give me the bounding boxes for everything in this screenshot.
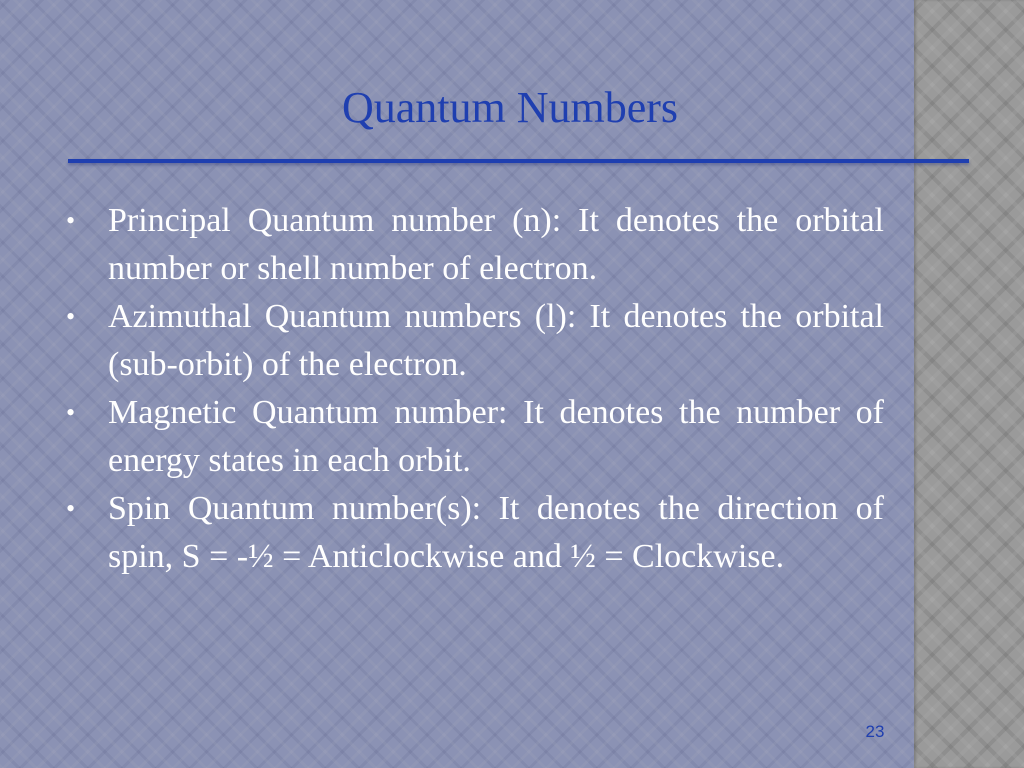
bullet-item-azimuthal — [66, 293, 884, 389]
bullet-icon: • — [66, 494, 76, 523]
bullet-icon: • — [66, 398, 76, 427]
bullet-text: Principal Quantum number (n): It denotes the orbital number or shell number of electron. — [108, 202, 884, 287]
bullet-item-spin — [66, 485, 884, 581]
bullet-list — [66, 197, 884, 581]
slide-title: Quantum Numbers — [341, 83, 679, 132]
bullet-text: Spin Quantum number(s): It denotes the direction of spin, S = -½ = Anticlockwise and ½ = Clockwise. — [108, 490, 884, 575]
bullet-text: Azimuthal Quantum numbers (l): It denotes the orbital (sub-orbit) of the electron. — [108, 298, 884, 383]
bullet-icon: • — [66, 206, 76, 235]
title-underline — [68, 159, 969, 163]
bullet-item-principal — [66, 197, 884, 293]
bullet-icon: • — [66, 302, 76, 331]
bullet-item-magnetic — [66, 389, 884, 485]
bullet-text: Magnetic Quantum number: It denotes the number of energy states in each orbit. — [108, 394, 884, 479]
decorative-side-strip — [914, 0, 1024, 768]
page-number: 23 — [865, 722, 885, 741]
